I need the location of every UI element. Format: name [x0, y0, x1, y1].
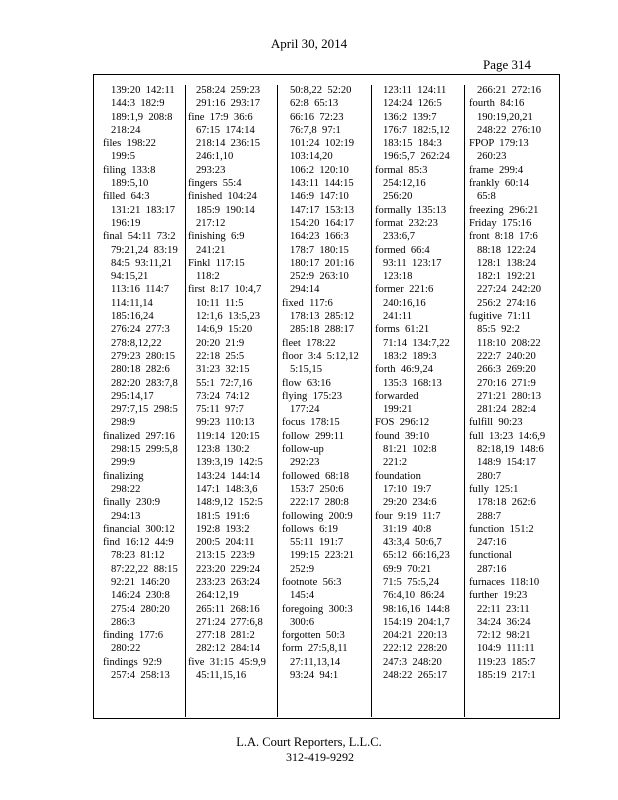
- footer-phone: 312-419-9292: [286, 750, 354, 764]
- index-entry: 145:4: [282, 590, 315, 602]
- index-entry: 280:22: [103, 643, 141, 655]
- index-entry: 69:9 70:21: [375, 563, 432, 575]
- index-entry: 217:12: [188, 217, 226, 229]
- index-entry: 293:23: [188, 164, 226, 176]
- index-entry: 114:11,14: [103, 297, 153, 309]
- column-divider: [464, 85, 465, 717]
- index-entry: 233:23 263:24: [188, 576, 261, 588]
- index-entry: 177:24: [282, 404, 320, 416]
- index-entry: 76:7,8 97:1: [282, 124, 341, 136]
- page-number: Page 314: [483, 57, 532, 72]
- index-entry: 222:12 228:20: [375, 643, 448, 655]
- index-entry: 277:18 281:2: [188, 630, 255, 642]
- index-entry: 252:9: [282, 563, 315, 575]
- index-entry: 12:1,6 13:5,23: [188, 311, 261, 323]
- index-entry: fine 17:9 36:6: [188, 111, 253, 123]
- index-entry: 298:9: [103, 417, 136, 429]
- index-entry: 233:6,7: [375, 231, 416, 243]
- index-entry: foregoing 300:3: [282, 603, 353, 615]
- index-entry: fulfill 90:23: [469, 417, 523, 429]
- index-entry: 29:20 234:6: [375, 497, 437, 509]
- index-entry: 147:1 148:3,6: [188, 483, 258, 495]
- word-index-box: [93, 74, 560, 719]
- index-entry: 79:21,24 83:19: [103, 244, 178, 256]
- index-entry: 182:1 192:21: [469, 271, 536, 283]
- index-entry: 88:18 122:24: [469, 244, 536, 256]
- index-entry: 93:11 123:17: [375, 257, 442, 269]
- index-entry: forth 46:9,24: [375, 364, 433, 376]
- index-entry: follows 6:19: [282, 523, 338, 535]
- index-entry: first 8:17 10:4,7: [188, 284, 262, 296]
- index-entry: formally 135:13: [375, 204, 447, 216]
- index-entry: former 221:6: [375, 284, 434, 296]
- index-entry: 287:16: [469, 563, 507, 575]
- index-entry: found 39:10: [375, 430, 430, 442]
- index-entry: 271:24 277:6,8: [188, 616, 263, 628]
- index-entry: 66:16 72:23: [282, 111, 344, 123]
- index-entry: 271:21 280:13: [469, 390, 542, 402]
- index-entry: formed 66:4: [375, 244, 430, 256]
- index-entry: 144:3 182:9: [103, 98, 165, 110]
- footer-company: L.A. Court Reporters, L.L.C.: [236, 735, 382, 749]
- index-entry: 118:2: [188, 271, 220, 283]
- index-entry: 123:8 130:2: [188, 444, 250, 456]
- index-entry: 227:24 242:20: [469, 284, 542, 296]
- index-entry: filled 64:3: [103, 191, 150, 203]
- index-entry: 266:21 272:16: [469, 85, 542, 96]
- index-entry: functional: [469, 550, 512, 562]
- index-entry: 78:23 81:12: [103, 550, 165, 562]
- index-entry: forms 61:21: [375, 324, 430, 336]
- index-entry: finalizing: [103, 470, 144, 482]
- index-entry: 254:12,16: [375, 178, 426, 190]
- index-entry: 131:21 183:17: [103, 204, 176, 216]
- index-entry: find 16:12 44:9: [103, 537, 174, 549]
- index-entry: 270:16 271:9: [469, 377, 536, 389]
- index-entry: 280:18 282:6: [103, 364, 170, 376]
- index-entry: 147:17 153:13: [282, 204, 355, 216]
- index-entry: 153:7 250:6: [282, 483, 344, 495]
- index-entry: 276:24 277:3: [103, 324, 170, 336]
- index-entry: 199:21: [375, 404, 413, 416]
- index-entry: 196:19: [103, 217, 141, 229]
- index-entry: 148:9,12 152:5: [188, 497, 263, 509]
- index-entry: 252:9 263:10: [282, 271, 349, 283]
- index-entry: finished 104:24: [188, 191, 257, 203]
- index-entry: 200:5 204:11: [188, 537, 255, 549]
- index-entry: 247:16: [469, 537, 507, 549]
- index-entry: 128:1 138:24: [469, 257, 536, 269]
- index-entry: 264:12,19: [188, 590, 239, 602]
- index-entry: five 31:15 45:9,9: [188, 656, 266, 668]
- index-entry: 106:2 120:10: [282, 164, 349, 176]
- index-entry: 81:21 102:8: [375, 444, 437, 456]
- index-column-5: [469, 84, 562, 682]
- index-entry: 178:18 262:6: [469, 497, 536, 509]
- index-entry: 258:24 259:23: [188, 85, 261, 96]
- index-entry: frankly 60:14: [469, 178, 530, 190]
- index-entry: 62:8 65:13: [282, 98, 339, 110]
- index-entry: 82:18,19 148:6: [469, 444, 544, 456]
- index-entry: 45:11,15,16: [188, 670, 247, 682]
- index-entry: 218:14 236:15: [188, 138, 261, 150]
- index-entry: 94:15,21: [103, 271, 149, 283]
- index-entry: 190:19,20,21: [469, 111, 533, 123]
- index-entry: 294:14: [282, 284, 320, 296]
- index-entry: 118:10 208:22: [469, 337, 541, 349]
- column-divider: [277, 85, 278, 717]
- index-entry: format 232:23: [375, 217, 438, 229]
- index-entry: 92:21 146:20: [103, 576, 170, 588]
- index-entry: 178:13 285:12: [282, 311, 355, 323]
- index-entry: files 198:22: [103, 138, 156, 150]
- index-entry: 178:7 180:15: [282, 244, 349, 256]
- index-entry: 113:16 114:7: [103, 284, 170, 296]
- index-entry: fixed 117:6: [282, 297, 333, 309]
- index-entry: 136:2 139:7: [375, 111, 437, 123]
- index-entry: 139:20 142:11: [103, 85, 175, 96]
- index-entry: 67:15 174:14: [188, 124, 255, 136]
- index-entry: follow 299:11: [282, 430, 344, 442]
- column-divider: [371, 85, 372, 717]
- index-entry: fleet 178:22: [282, 337, 336, 349]
- index-entry: 22:11 23:11: [469, 603, 530, 615]
- index-entry: 213:15 223:9: [188, 550, 255, 562]
- index-entry: 291:16 293:17: [188, 98, 261, 110]
- index-entry: 278:8,12,22: [103, 337, 162, 349]
- index-entry: 204:21 220:13: [375, 630, 448, 642]
- index-entry: 31:23 32:15: [188, 364, 250, 376]
- index-entry: 180:17 201:16: [282, 257, 355, 269]
- index-entry: front 8:18 17:6: [469, 231, 538, 243]
- index-entry: 73:24 74:12: [188, 390, 250, 402]
- index-entry: function 151:2: [469, 523, 534, 535]
- index-entry: 298:15 299:5,8: [103, 444, 178, 456]
- index-entry: freezing 296:21: [469, 204, 539, 216]
- index-entry: 84:5 93:11,21: [103, 257, 173, 269]
- index-entry: footnote 56:3: [282, 576, 342, 588]
- index-entry: 14:6,9 15:20: [188, 324, 253, 336]
- index-entry: 93:24 94:1: [282, 670, 339, 682]
- index-entry: 196:5,7 262:24: [375, 151, 450, 163]
- index-entry: 185:16,24: [103, 311, 154, 323]
- index-entry: 154:20 164:17: [282, 217, 355, 229]
- index-entry: 248:22 276:10: [469, 124, 542, 136]
- index-entry: fugitive 71:11: [469, 311, 531, 323]
- index-entry: 148:9 154:17: [469, 457, 536, 469]
- index-entry: flying 175:23: [282, 390, 343, 402]
- index-entry: 256:20: [375, 191, 413, 203]
- index-entry: 199:5: [103, 151, 136, 163]
- index-entry: finishing 6:9: [188, 231, 245, 243]
- index-entry: furnaces 118:10: [469, 576, 540, 588]
- index-entry: follow-up: [282, 444, 324, 456]
- page-date: April 30, 2014: [270, 36, 348, 51]
- index-entry: 260:23: [469, 151, 507, 163]
- index-entry: 164:23 166:3: [282, 231, 349, 243]
- index-entry: 183:15 184:3: [375, 138, 442, 150]
- index-entry: 135:3 168:13: [375, 377, 442, 389]
- index-entry: 222:7 240:20: [469, 350, 536, 362]
- index-entry: 294:13: [103, 510, 141, 522]
- index-entry: 99:23 110:13: [188, 417, 255, 429]
- index-entry: 189:5,10: [103, 178, 149, 190]
- index-entry: following 200:9: [282, 510, 353, 522]
- index-entry: 266:3 269:20: [469, 364, 536, 376]
- index-entry: 123:11 124:11: [375, 85, 447, 96]
- index-entry: 248:22 265:17: [375, 670, 448, 682]
- index-entry: 286:3: [103, 616, 136, 628]
- index-entry: 71:5 75:5,24: [375, 576, 440, 588]
- index-entry: 103:14,20: [282, 151, 333, 163]
- index-entry: Finkl 117:15: [188, 257, 245, 269]
- index-entry: 101:24 102:19: [282, 138, 355, 150]
- index-entry: floor 3:4 5:12,12: [282, 350, 359, 362]
- index-entry: 241:11: [375, 311, 412, 323]
- index-entry: final 54:11 73:2: [103, 231, 176, 243]
- index-entry: 119:14 120:15: [188, 430, 260, 442]
- index-entry: filing 133:8: [103, 164, 156, 176]
- index-entry: 143:11 144:15: [282, 178, 354, 190]
- index-entry: 185:19 217:1: [469, 670, 536, 682]
- index-entry: formal 85:3: [375, 164, 428, 176]
- index-column-3: [282, 84, 375, 682]
- index-entry: flow 63:16: [282, 377, 331, 389]
- index-entry: 146:9 147:10: [282, 191, 349, 203]
- index-entry: fourth 84:16: [469, 98, 525, 110]
- index-entry: 297:7,15 298:5: [103, 404, 178, 416]
- index-entry: foundation: [375, 470, 421, 482]
- index-entry: 85:5 92:2: [469, 324, 520, 336]
- index-entry: 292:23: [282, 457, 320, 469]
- index-entry: four 9:19 11:7: [375, 510, 441, 522]
- index-entry: 176:7 182:5,12: [375, 124, 450, 136]
- index-entry: 34:24 36:24: [469, 616, 531, 628]
- index-entry: 300:6: [282, 616, 315, 628]
- index-entry: fingers 55:4: [188, 178, 242, 190]
- index-entry: 246:1,10: [188, 151, 234, 163]
- index-entry: full 13:23 14:6,9: [469, 430, 546, 442]
- index-entry: 17:10 19:7: [375, 483, 432, 495]
- index-entry: 143:24 144:14: [188, 470, 261, 482]
- index-entry: finalized 297:16: [103, 430, 175, 442]
- index-entry: 288:7: [469, 510, 502, 522]
- index-entry: 299:9: [103, 457, 136, 469]
- index-entry: 71:14 134:7,22: [375, 337, 450, 349]
- index-entry: further 19:23: [469, 590, 528, 602]
- index-entry: 65:8: [469, 191, 496, 203]
- index-entry: finding 177:6: [103, 630, 164, 642]
- index-entry: findings 92:9: [103, 656, 162, 668]
- index-entry: finally 230:9: [103, 497, 161, 509]
- index-entry: 185:9 190:14: [188, 204, 255, 216]
- index-entry: 181:5 191:6: [188, 510, 250, 522]
- index-entry: fully 125:1: [469, 483, 519, 495]
- index-entry: 275:4 280:20: [103, 603, 170, 615]
- index-entry: 87:22,22 88:15: [103, 563, 178, 575]
- index-entry: forwarded: [375, 390, 419, 402]
- index-entry: 280:7: [469, 470, 502, 482]
- index-entry: 257:4 258:13: [103, 670, 170, 682]
- index-entry: 285:18 288:17: [282, 324, 355, 336]
- index-entry: 27:11,13,14: [282, 656, 341, 668]
- index-entry: 222:17 280:8: [282, 497, 349, 509]
- index-entry: financial 300:12: [103, 523, 175, 535]
- index-entry: forgotten 50:3: [282, 630, 345, 642]
- index-entry: 192:8 193:2: [188, 523, 250, 535]
- index-entry: 295:14,17: [103, 390, 154, 402]
- index-entry: 146:24 230:8: [103, 590, 170, 602]
- index-entry: 282:12 284:14: [188, 643, 261, 655]
- index-entry: 265:11 268:16: [188, 603, 260, 615]
- index-entry: Friday 175:16: [469, 217, 532, 229]
- index-entry: 104:9 111:11: [469, 643, 535, 655]
- index-entry: 154:19 204:1,7: [375, 616, 450, 628]
- index-entry: 10:11 11:5: [188, 297, 244, 309]
- index-entry: form 27:5,8,11: [282, 643, 348, 655]
- index-entry: 22:18 25:5: [188, 350, 245, 362]
- index-entry: 55:11 191:7: [282, 537, 344, 549]
- index-entry: 298:22: [103, 483, 141, 495]
- index-column-1: [103, 84, 196, 682]
- index-entry: focus 178:15: [282, 417, 340, 429]
- index-entry: 218:24: [103, 124, 141, 136]
- index-entry: 119:23 185:7: [469, 656, 536, 668]
- index-column-4: [375, 84, 468, 682]
- index-entry: 281:24 282:4: [469, 404, 536, 416]
- index-entry: 50:8,22 52:20: [282, 85, 352, 96]
- index-entry: 139:3,19 142:5: [188, 457, 263, 469]
- index-entry: 199:15 223:21: [282, 550, 355, 562]
- index-column-2: [188, 84, 281, 682]
- index-entry: frame 299:4: [469, 164, 524, 176]
- index-entry: followed 68:18: [282, 470, 350, 482]
- index-entry: 31:19 40:8: [375, 523, 432, 535]
- index-entry: 247:3 248:20: [375, 656, 442, 668]
- index-entry: 123:18: [375, 271, 413, 283]
- index-entry: FOS 296:12: [375, 417, 430, 429]
- index-entry: 241:21: [188, 244, 226, 256]
- index-entry: 43:3,4 50:6,7: [375, 537, 442, 549]
- index-entry: FPOP 179:13: [469, 138, 529, 150]
- index-entry: 65:12 66:16,23: [375, 550, 450, 562]
- index-entry: 223:20 229:24: [188, 563, 261, 575]
- index-entry: 279:23 280:15: [103, 350, 176, 362]
- index-entry: 75:11 97:7: [188, 404, 244, 416]
- index-entry: 124:24 126:5: [375, 98, 442, 110]
- index-entry: 256:2 274:16: [469, 297, 536, 309]
- index-entry: 98:16,16 144:8: [375, 603, 450, 615]
- index-entry: 55:1 72:7,16: [188, 377, 253, 389]
- index-entry: 282:20 283:7,8: [103, 377, 178, 389]
- index-entry: 183:2 189:3: [375, 350, 437, 362]
- index-entry: 5:15,15: [282, 364, 323, 376]
- index-entry: 76:4,10 86:24: [375, 590, 445, 602]
- index-entry: 20:20 21:9: [188, 337, 245, 349]
- index-entry: 240:16,16: [375, 297, 426, 309]
- index-entry: 72:12 98:21: [469, 630, 531, 642]
- column-divider: [185, 85, 186, 717]
- index-entry: 221:2: [375, 457, 408, 469]
- index-entry: 189:1,9 208:8: [103, 111, 173, 123]
